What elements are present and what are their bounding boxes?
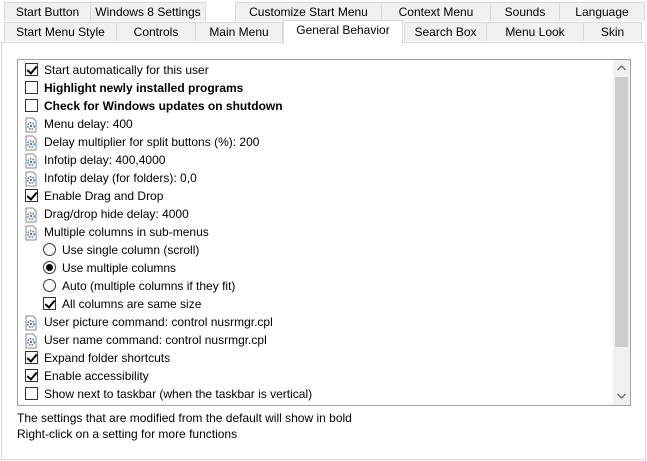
checkbox[interactable] <box>25 387 38 400</box>
vertical-scrollbar[interactable] <box>613 60 630 405</box>
scroll-up-button[interactable] <box>613 60 630 77</box>
radio-dot-icon <box>46 264 53 271</box>
setting-label: Use single column (scroll) <box>62 243 200 257</box>
general-behavior-panel <box>1 42 646 460</box>
setting-row[interactable] <box>18 367 613 385</box>
footer-bold-hint: The settings that are modified from the default will show in bold <box>17 411 352 425</box>
checkbox[interactable] <box>43 297 56 310</box>
checkmark-icon <box>26 351 37 363</box>
checkmark-icon <box>26 189 37 201</box>
tab-menu-look[interactable]: Menu Look <box>486 22 584 41</box>
tab-row-bottom <box>0 22 647 42</box>
setting-row[interactable] <box>18 277 613 295</box>
setting-row[interactable] <box>18 295 613 313</box>
setting-label: Start automatically for this user <box>44 63 209 77</box>
setting-row[interactable] <box>18 259 613 277</box>
setting-row[interactable] <box>18 61 613 79</box>
checkbox[interactable] <box>25 81 38 94</box>
setting-label: Use multiple columns <box>62 261 177 275</box>
gear-icon <box>24 207 37 220</box>
checkbox[interactable] <box>25 63 38 76</box>
tab-context-menu[interactable]: Context Menu <box>381 2 491 21</box>
setting-row[interactable] <box>18 241 613 259</box>
radio-button[interactable] <box>43 279 56 292</box>
footer-right-click-hint: Right-click on a setting for more functions <box>17 427 238 441</box>
settings-list-content <box>18 60 613 405</box>
tab-main-menu[interactable]: Main Menu <box>195 22 283 41</box>
radio-button[interactable] <box>43 261 56 274</box>
setting-row[interactable] <box>18 79 613 97</box>
checkmark-icon <box>44 297 55 309</box>
tab-windows-8-settings[interactable]: Windows 8 Settings <box>90 2 206 21</box>
checkbox[interactable] <box>25 351 38 364</box>
setting-label: Auto (multiple columns if they fit) <box>62 279 236 293</box>
gear-icon <box>24 171 37 184</box>
tab-skin[interactable]: Skin <box>583 22 642 41</box>
setting-row[interactable] <box>18 187 613 205</box>
checkbox[interactable] <box>25 99 38 112</box>
setting-row[interactable] <box>18 133 613 151</box>
tab-general-behavior[interactable]: General Behavior <box>283 20 403 44</box>
chevron-down-icon <box>617 393 626 399</box>
gear-icon <box>24 315 37 328</box>
setting-row[interactable] <box>18 385 613 403</box>
scroll-thumb[interactable] <box>615 77 628 347</box>
setting-label: Multiple columns in sub-menus <box>44 225 209 239</box>
setting-label: Expand folder shortcuts <box>44 351 171 365</box>
tab-search-box[interactable]: Search Box <box>404 22 487 41</box>
setting-label: Menu delay: 400 <box>44 117 133 131</box>
tab-row-top <box>0 2 647 22</box>
tab-start-button[interactable]: Start Button <box>4 2 91 21</box>
setting-row[interactable] <box>18 223 613 241</box>
radio-button[interactable] <box>43 243 56 256</box>
setting-label: Enable accessibility <box>44 369 149 383</box>
setting-row[interactable] <box>18 313 613 331</box>
setting-label: Show next to taskbar (when the taskbar is vertical) <box>44 387 313 401</box>
setting-row[interactable] <box>18 349 613 367</box>
setting-row[interactable] <box>18 169 613 187</box>
checkbox[interactable] <box>25 369 38 382</box>
gear-icon <box>24 135 37 148</box>
setting-row[interactable] <box>18 331 613 349</box>
setting-label: Infotip delay: 400,4000 <box>44 153 166 167</box>
checkbox[interactable] <box>25 189 38 202</box>
gear-icon <box>24 153 37 166</box>
settings-list[interactable] <box>17 59 631 406</box>
tab-start-menu-style[interactable]: Start Menu Style <box>4 22 117 41</box>
gear-icon <box>24 117 37 130</box>
gear-icon <box>24 333 37 346</box>
gear-icon <box>24 225 37 238</box>
setting-label: Check for Windows updates on shutdown <box>44 99 283 113</box>
tab-language[interactable]: Language <box>559 2 645 21</box>
checkmark-icon <box>26 63 37 75</box>
setting-label: User picture command: control nusrmgr.cpl <box>44 315 273 329</box>
setting-row[interactable] <box>18 115 613 133</box>
chevron-up-icon <box>617 65 626 71</box>
setting-label: Highlight newly installed programs <box>44 81 244 95</box>
scroll-down-button[interactable] <box>613 388 630 405</box>
checkmark-icon <box>26 369 37 381</box>
tab-customize-start-menu[interactable]: Customize Start Menu <box>235 2 382 21</box>
setting-label: All columns are same size <box>62 297 202 311</box>
setting-row[interactable] <box>18 97 613 115</box>
tab-controls[interactable]: Controls <box>116 22 196 41</box>
setting-label: Enable Drag and Drop <box>44 189 164 203</box>
setting-label: Infotip delay (for folders): 0,0 <box>44 171 197 185</box>
setting-row[interactable] <box>18 205 613 223</box>
setting-label: Delay multiplier for split buttons (%): 200 <box>44 135 260 149</box>
tab-sounds[interactable]: Sounds <box>490 2 560 21</box>
setting-label: Drag/drop hide delay: 4000 <box>44 207 189 221</box>
setting-row[interactable] <box>18 151 613 169</box>
setting-label: User name command: control nusrmgr.cpl <box>44 333 267 347</box>
